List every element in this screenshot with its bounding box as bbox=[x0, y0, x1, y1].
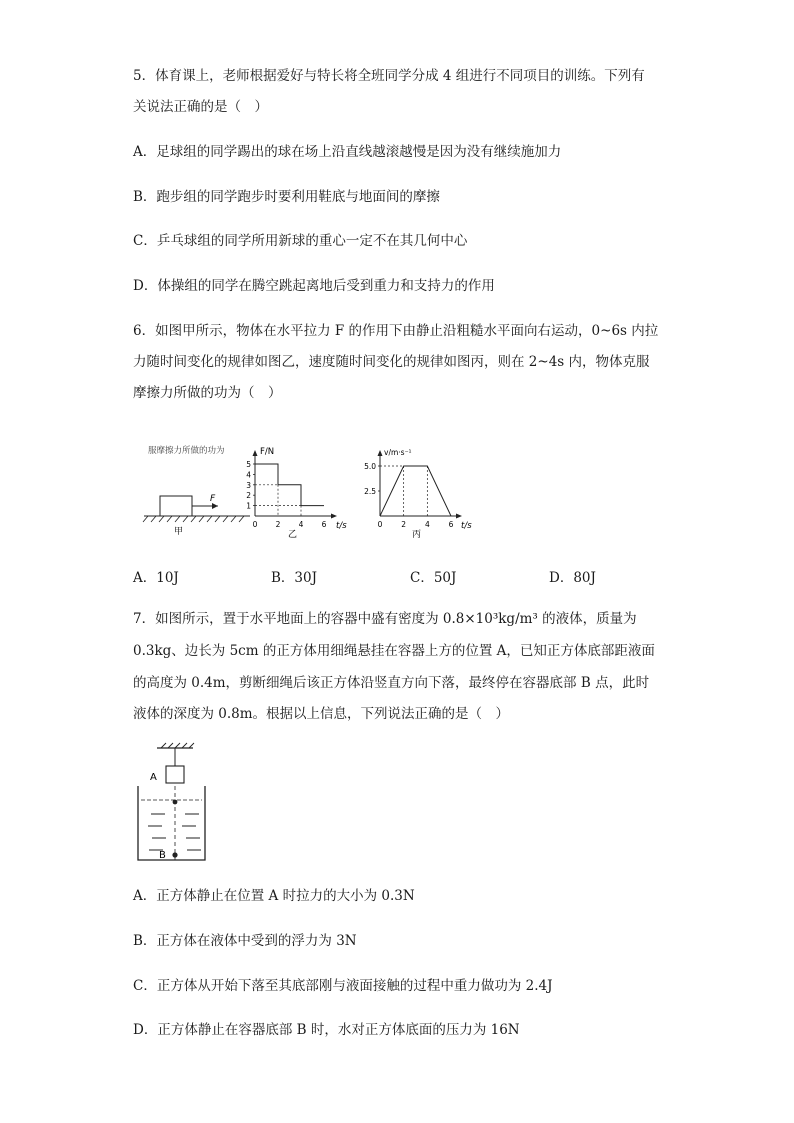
yi-xtick-label: 4 bbox=[298, 520, 304, 529]
yi-series-line bbox=[255, 464, 324, 506]
diagram-jia bbox=[143, 494, 250, 537]
q7-stem-line1: 7．如图所示，置于水平地面上的容器中盛有密度为 0.8×10³kg/m³ 的液体，质量为 bbox=[133, 611, 637, 627]
q7-option-a: A．正方体静止在位置 A 时拉力的大小为 0.3N bbox=[133, 888, 415, 904]
q7-option-d: D．正方体静止在容器底部 B 时，水对正方体底面的压力为 16N bbox=[133, 1022, 520, 1038]
yi-xlabel: t/s bbox=[336, 521, 347, 531]
q6-stem-line2: 力随时间变化的规律如图乙，速度随时间变化的规律如图丙，则在 2~4s 内，物体克服 bbox=[133, 354, 650, 370]
q7-stem-line2: 0.3kg、边长为 5cm 的正方体用细绳悬挂在容器上方的位置 A，已知正方体底部距液面 bbox=[133, 643, 655, 659]
label-b: B bbox=[159, 850, 166, 861]
yi-ytick-label: 3 bbox=[246, 480, 251, 490]
q6-option-a: A．10J bbox=[133, 570, 179, 586]
cube bbox=[166, 766, 184, 783]
caption-jia: 甲 bbox=[174, 527, 184, 537]
q6-option-d: D．80J bbox=[549, 570, 596, 586]
q7-figure bbox=[135, 742, 215, 864]
q6-options bbox=[133, 566, 673, 586]
yi-xtick-label: 6 bbox=[321, 520, 327, 529]
q7-option-b: B．正方体在液体中受到的浮力为 3N bbox=[133, 933, 357, 949]
q6-figure-caption: 服摩擦力所做的功为 bbox=[148, 446, 225, 456]
bing-ytick-label: 2.5 bbox=[364, 487, 376, 496]
q7-option-c: C．正方体从开始下落至其底部刚与液面接触的过程中重力做功为 2.4J bbox=[133, 978, 553, 994]
q6-option-b: B．30J bbox=[271, 570, 318, 586]
chart-bing bbox=[364, 448, 472, 540]
q6-stem-line1: 6．如图甲所示，物体在水平拉力 F 的作用下由静止沿粗糙水平面向右运动，0~6s 内拉 bbox=[133, 323, 659, 339]
q5-option-d: D．体操组的同学在腾空跳起离地后受到重力和支持力的作用 bbox=[133, 278, 495, 294]
yi-xtick-label: 0 bbox=[252, 520, 258, 529]
bing-xlabel: t/s bbox=[461, 521, 472, 531]
yi-ytick-label: 5 bbox=[246, 460, 251, 469]
chart-yi bbox=[246, 447, 347, 540]
caption-bing: 丙 bbox=[412, 530, 422, 540]
caption-yi: 乙 bbox=[288, 530, 298, 540]
q5-option-a: A．足球组的同学踢出的球在场上沿直线越滚越慢是因为没有继续施加力 bbox=[133, 144, 562, 160]
yi-ytick-label: 1 bbox=[246, 501, 251, 511]
q5-stem-line2: 关说法正确的是（ ） bbox=[133, 99, 268, 115]
force-label: F bbox=[210, 494, 216, 504]
yi-xtick-label: 2 bbox=[275, 520, 281, 529]
bing-ylabel: v/m·s⁻¹ bbox=[384, 448, 412, 457]
q5-option-b: B．跑步组的同学跑步时要利用鞋底与地面间的摩擦 bbox=[133, 189, 440, 205]
yi-ylabel: F/N bbox=[260, 447, 275, 457]
q6-option-c: C．50J bbox=[410, 570, 457, 586]
bing-xtick-label: 6 bbox=[448, 520, 454, 529]
bing-xtick-label: 2 bbox=[401, 520, 407, 529]
q7-stem-line3: 的高度为 0.4m，剪断细绳后该正方体沿竖直方向下落，最终停在容器底部 B 点，此时 bbox=[133, 675, 650, 691]
yi-ytick-label: 2 bbox=[246, 491, 251, 501]
q5-option-c: C．乒乓球组的同学所用新球的重心一定不在其几何中心 bbox=[133, 233, 468, 249]
bing-series-line bbox=[380, 466, 451, 516]
q6-figure bbox=[130, 438, 480, 548]
yi-ytick-label: 4 bbox=[246, 470, 251, 480]
bing-xtick-label: 0 bbox=[377, 520, 383, 529]
bing-ytick-label: 5.0 bbox=[364, 462, 376, 471]
label-a: A bbox=[150, 772, 157, 783]
block bbox=[160, 496, 192, 516]
bing-xtick-label: 4 bbox=[424, 520, 430, 529]
q7-stem-line4: 液体的深度为 0.8m。根据以上信息，下列说法正确的是（ ） bbox=[133, 706, 510, 722]
q5-stem-line1: 5．体育课上，老师根据爱好与特长将全班同学分成 4 组进行不同项目的训练。下列有 bbox=[133, 68, 645, 84]
q6-stem-line3: 摩擦力所做的功为（ ） bbox=[133, 385, 282, 401]
